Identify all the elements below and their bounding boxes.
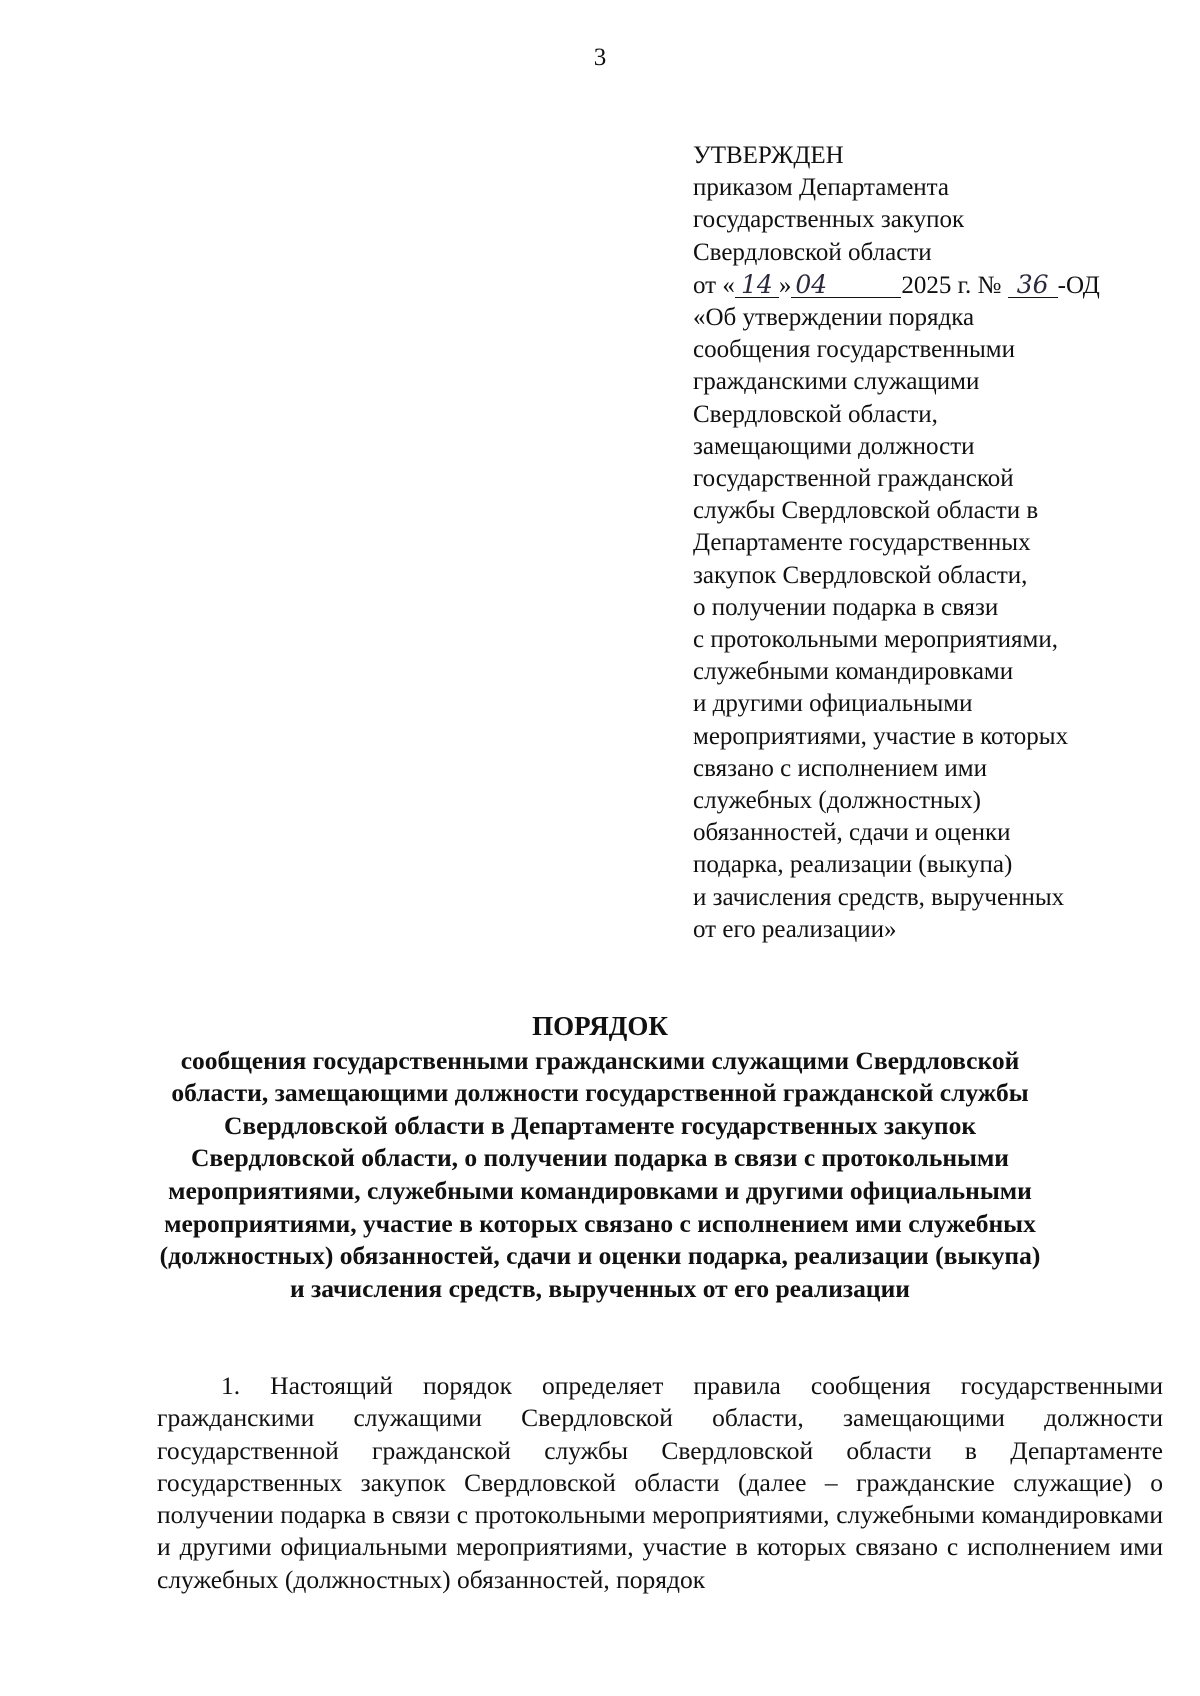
page-number: 3 [593,44,607,71]
approval-subject-line: о получении подарка в связи [693,593,999,621]
title-line: (должностных) обязанностей, сдачи и оценки подарка, реализации (выкупа) [159,1241,1041,1271]
approval-block [693,140,1163,946]
approval-subject-line: замещающими должности [693,432,975,460]
approval-subject-line: гражданскими служащими [693,368,980,396]
approval-line: приказом Департамента [693,174,949,202]
approval-heading: УТВЕРЖДЕН [693,142,844,169]
approval-line: Свердловской области [693,238,932,266]
approval-subject-line: с протокольными мероприятиями, [693,626,1058,654]
approval-subject-line: сообщения государственными [693,336,1015,364]
document-title [150,1010,1050,1305]
approval-subject-line: служебными командировками [693,658,1014,686]
approval-subject-line: Свердловской области, [693,400,938,428]
date-year: 2025 г. № [901,271,1002,299]
approval-subject-line: связано с исполнением ими [693,754,987,782]
paragraph-1: 1. Настоящий порядок определяет правила сообщения государственными гражданскими служащими Свердловской области, замещающими должности государственной гражданской службы Свердловской области в Департаменте государственных закупок Свердловской области (далее – гражданские служащие) о получении подарка в связи с протокольными мероприятиями, служебными командировками и другими официальными мероприятиями, участие в которых связано с исполнением ими служебных (должностных) обязанностей, порядок [157,1371,1163,1594]
approval-subject-line: и зачисления средств, вырученных [693,883,1065,911]
handwritten-day: 14 [735,269,779,301]
date-prefix: от « [693,271,735,299]
handwritten-order-number: 36 [1008,269,1058,301]
approval-subject-line: обязанностей, сдачи и оценки [693,819,1011,847]
approval-line: государственных закупок [693,206,965,234]
title-line: Свердловской области в Департаменте государственных закупок [223,1110,977,1140]
title-line: области, замещающими должности государственной гражданской службы [171,1078,1029,1108]
approval-subject-line: подарка, реализации (выкупа) [693,851,1013,879]
title-line: мероприятиями, служебными командировками и другими официальными [168,1175,1032,1205]
title-heading: ПОРЯДОК [532,1011,668,1041]
approval-subject-line: закупок Свердловской области, [693,561,1028,589]
approval-subject-line: служебных (должностных) [693,787,981,815]
approval-date-line [693,269,1163,302]
order-suffix: -ОД [1057,271,1100,299]
date-mid: » [778,271,792,299]
title-line: Свердловской области, о получении подарка в связи с протокольными [190,1143,1010,1173]
approval-subject-line: от его реализации» [693,915,897,943]
title-line: сообщения государственными гражданскими служащими Свердловской [180,1045,1020,1075]
approval-subject-line: и другими официальными [693,690,973,718]
handwritten-month: 04 [791,269,901,301]
approval-subject-line: Департаменте государственных [693,529,1031,557]
approval-subject-line: службы Свердловской области в [693,497,1039,525]
approval-subject-line: государственной гражданской [693,465,1014,493]
approval-subject-line: «Об утверждении порядка [693,304,975,332]
approval-subject-line: мероприятиями, участие в которых [693,722,1069,750]
title-line: мероприятиями, участие в которых связано с исполнением ими служебных [164,1208,1036,1238]
title-line: и зачисления средств, вырученных от его реализации [289,1273,910,1303]
